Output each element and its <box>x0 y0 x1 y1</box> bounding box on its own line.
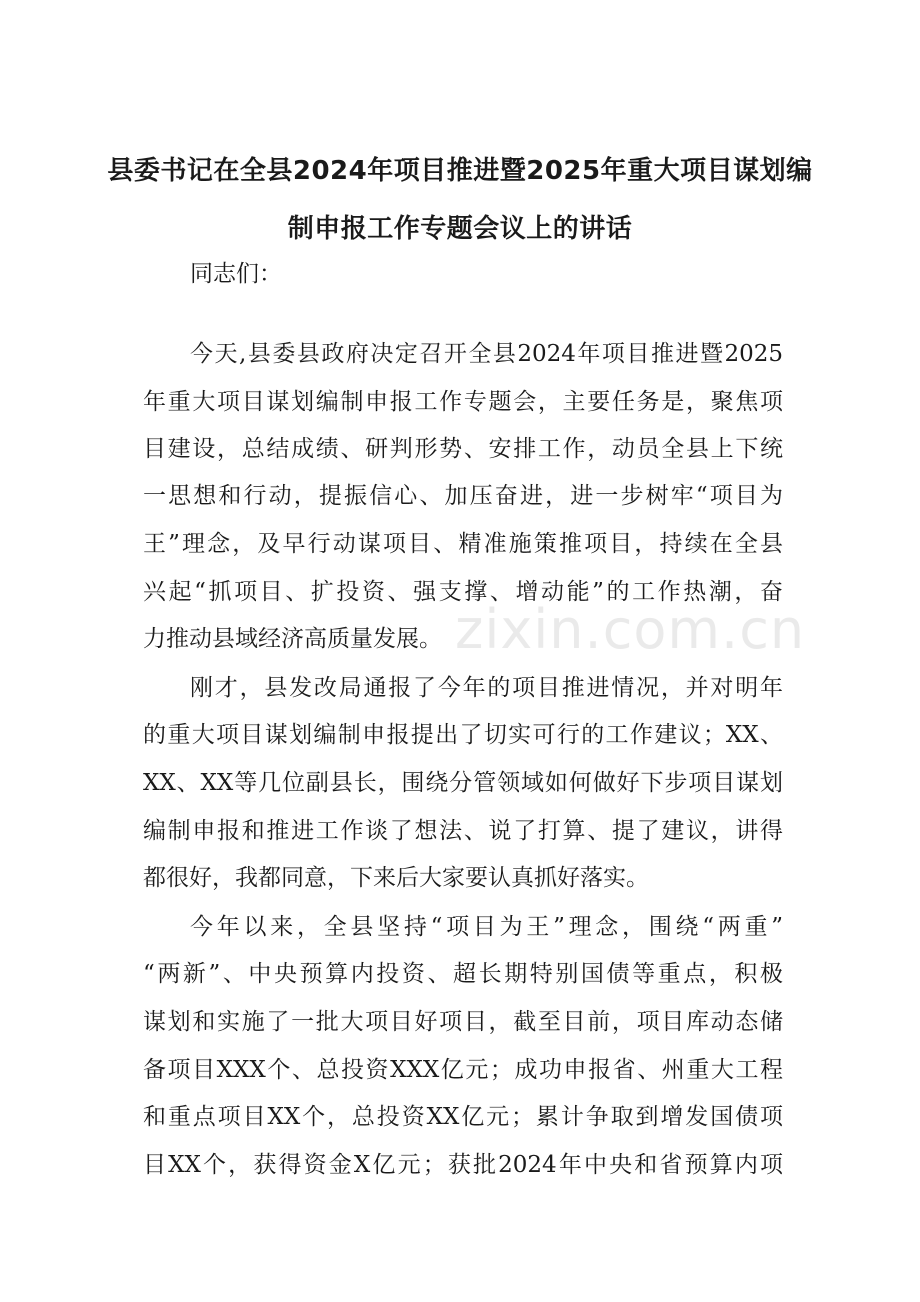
paragraph-line: 力推动县域经济高质量发展。 <box>143 626 442 652</box>
paragraph-line: 兴起“抓项目、扩投资、强支撑、增动能”的工作热潮，奋 <box>143 579 783 605</box>
paragraph-line: XX、XX等几位副县长，围绕分管领域如何做好下步项目谋划 <box>143 770 783 796</box>
salutation: 同志们： <box>190 261 282 287</box>
paragraph-line: 今年以来，全县坚持“项目为王”理念，围绕“两重” <box>190 914 783 940</box>
paragraph-line: 目XX个，获得资金X亿元；获批2024年中央和省预算内项 <box>143 1152 783 1178</box>
paragraph-line: 备项目XXX个、总投资XXX亿元；成功申报省、州重大工程 <box>143 1057 783 1083</box>
paragraph-line: 谋划和实施了一批大项目好项目，截至目前，项目库动态储 <box>143 1009 783 1035</box>
paragraph-line: 编制申报和推进工作谈了想法、说了打算、提了建议，讲得 <box>143 818 783 844</box>
document-title-line-2: 制申报工作专题会议上的讲话 <box>287 214 633 244</box>
paragraph-line: 王”理念，及早行动谋项目、精准施策推项目，持续在全县 <box>143 531 783 557</box>
document-title-line-1: 县委书记在全县2024年项目推进暨2025年重大项目谋划编 <box>107 156 813 186</box>
paragraph-line: 都很好，我都同意，下来后大家要认真抓好落实。 <box>143 865 649 891</box>
paragraph-line: 年重大项目谋划编制申报工作专题会，主要任务是，聚焦项 <box>143 389 783 415</box>
paragraph-line: 刚才，县发改局通报了今年的项目推进情况，并对明年 <box>190 675 783 701</box>
paragraph-line: 和重点项目XX个，总投资XX亿元；累计争取到增发国债项 <box>143 1104 783 1130</box>
paragraph-line: 目建设，总结成绩、研判形势、安排工作，动员全县上下统 <box>143 436 783 462</box>
paragraph-line: 今天,县委县政府决定召开全县2024年项目推进暨2025 <box>190 341 783 367</box>
watermark: zixin.com.cn <box>455 598 806 661</box>
paragraph-line: 的重大项目谋划编制申报提出了切实可行的工作建议；XX、 <box>143 722 783 748</box>
paragraph-line: “两新”、中央预算内投资、超长期特别国债等重点，积极 <box>143 961 783 987</box>
paragraph-line: 一思想和行动，提振信心、加压奋进，进一步树牢“项目为 <box>143 483 783 509</box>
